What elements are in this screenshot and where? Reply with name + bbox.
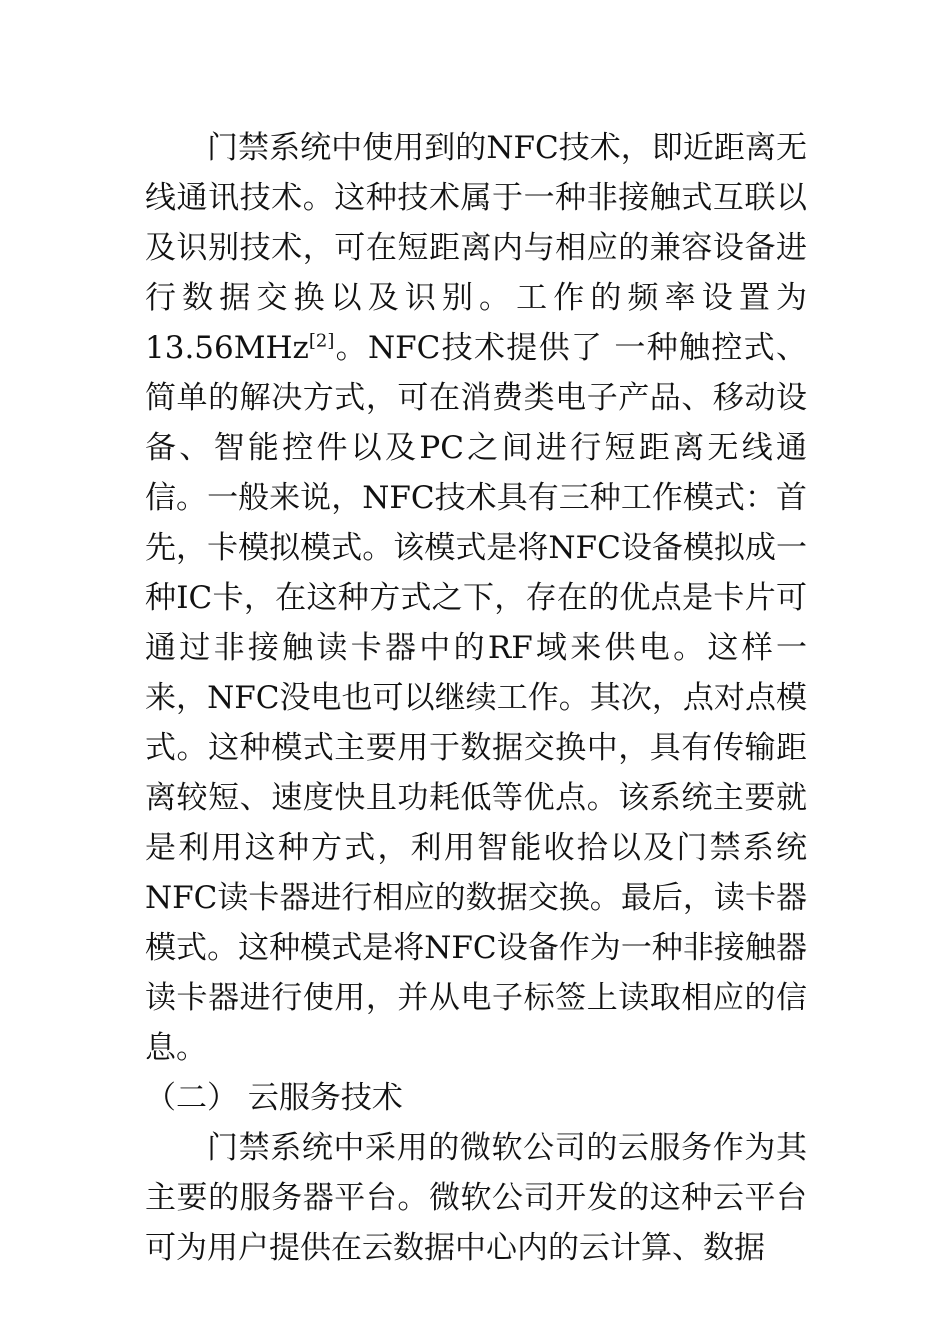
paragraph-nfc-text-start: 门禁系统中使用到的NFC技术，即近距离无线通讯技术。这种技术属于一种非接触式互联以及识别技术，可在短距离内与相应的兼容设备进行数据交换以及识别。工作的频率设置为13.56MHz [145,130,807,366]
paragraph-nfc-text-end: 。NFC技术提供了 一种触控式、简单的解决方式，可在消费类电子产品、移动设备、智能控件以及PC之间进行短距离无线通信。一般来说，NFC技术具有三种工作模式：首先，卡模拟模式。该模式是将NFC设备模拟成一种IC卡，在这种方式之下，存在的优点是卡片可通过非接触读卡器中的RF域来供电。这样一来，NFC没电也可以继续工作。其次，点对点模式。这种模式主要用于数据交换中，具有传输距离较短、速度快且功耗低等优点。该系统主要就是利用这种方式，利用智能收拾以及门禁系统NFC读卡器进行相应的数据交换。最后，读卡器模式。这种模式是将NFC设备作为一种非接触器读卡器进行使用，并从电子标签上读取相应的信息。 [145,330,807,1066]
document-page [145,123,807,1273]
citation-reference: [2] [308,330,335,352]
paragraph-nfc [145,123,807,1073]
paragraph-cloud-service: 门禁系统中采用的微软公司的云服务作为其主要的服务器平台。微软公司开发的这种云平台可为用户提供在云数据中心内的云计算、数据 [145,1130,807,1266]
section-heading-cloud-service: （二） 云服务技术 [145,1080,403,1116]
